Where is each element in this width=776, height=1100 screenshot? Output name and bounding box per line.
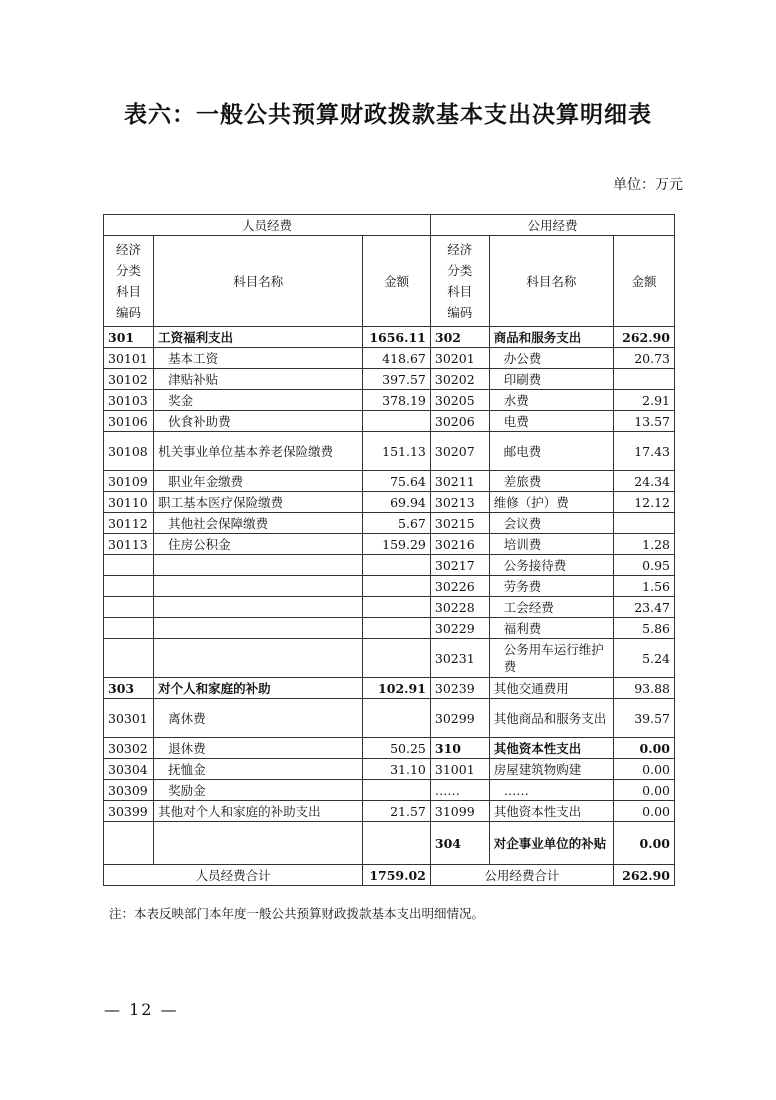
unit-label: 单位：万元	[613, 177, 683, 193]
row-right-name: 会议费	[489, 513, 613, 534]
table-row	[104, 411, 675, 432]
row-right-code: 30226	[430, 576, 489, 597]
row-right-name: 其他资本性支出	[489, 801, 613, 822]
row-right-amount: 0.00	[613, 738, 674, 759]
row-right-code: 30228	[430, 597, 489, 618]
row-right-code: ……	[430, 780, 489, 801]
row-left-name: 职业年金缴费	[154, 471, 363, 492]
row-right-amount: 23.47	[613, 597, 674, 618]
row-left-code: 30399	[104, 801, 154, 822]
row-left-amount: 31.10	[363, 759, 431, 780]
row-right-code: 30216	[430, 534, 489, 555]
row-left-code: 30103	[104, 390, 154, 411]
table-row	[104, 801, 675, 822]
row-left-code: 30302	[104, 738, 154, 759]
row-right-name: 福利费	[489, 618, 613, 639]
row-right-amount: 39.57	[613, 699, 674, 738]
total-personnel-label: 人员经费合计	[104, 865, 363, 886]
row-right-amount: 0.00	[613, 759, 674, 780]
row-left-name	[154, 597, 363, 618]
total-public-label: 公用经费合计	[430, 865, 613, 886]
row-left-amount: 75.64	[363, 471, 431, 492]
row-right-amount: 0.00	[613, 780, 674, 801]
row-right-amount: 2.91	[613, 390, 674, 411]
table-row	[104, 390, 675, 411]
expenditure-table	[103, 214, 675, 886]
col-header-code-right: 经济 分类 科目 编码	[430, 236, 489, 327]
row-right-name: 电费	[489, 411, 613, 432]
row-right-amount	[613, 369, 674, 390]
row-right-code: 304	[430, 822, 489, 865]
row-left-name	[154, 822, 363, 865]
row-right-code: 30215	[430, 513, 489, 534]
row-right-amount: 1.56	[613, 576, 674, 597]
row-left-code: 30109	[104, 471, 154, 492]
row-left-name: 奖励金	[154, 780, 363, 801]
row-right-name: 培训费	[489, 534, 613, 555]
row-left-name: 伙食补助费	[154, 411, 363, 432]
row-left-amount	[363, 780, 431, 801]
table-row	[104, 639, 675, 678]
col-header-amount-left: 金额	[363, 236, 431, 327]
page-number: — 12 —	[104, 1000, 179, 1019]
row-left-name	[154, 639, 363, 678]
row-right-amount: 1.28	[613, 534, 674, 555]
row-left-amount	[363, 555, 431, 576]
table-row	[104, 759, 675, 780]
row-right-amount: 5.86	[613, 618, 674, 639]
row-left-code: 30304	[104, 759, 154, 780]
row-right-code: 30239	[430, 678, 489, 699]
row-left-code	[104, 555, 154, 576]
row-left-code: 30309	[104, 780, 154, 801]
row-left-code	[104, 597, 154, 618]
row-left-name	[154, 555, 363, 576]
table-row	[104, 699, 675, 738]
row-left-code	[104, 576, 154, 597]
row-left-amount: 1656.11	[363, 327, 431, 348]
row-right-name: 办公费	[489, 348, 613, 369]
row-right-amount: 24.34	[613, 471, 674, 492]
row-left-code: 30113	[104, 534, 154, 555]
footnote: 注：本表反映部门本年度一般公共预算财政拨款基本支出明细情况。	[109, 906, 485, 921]
row-left-code: 301	[104, 327, 154, 348]
row-right-code: 31001	[430, 759, 489, 780]
row-right-name: 其他商品和服务支出	[489, 699, 613, 738]
row-right-code: 30213	[430, 492, 489, 513]
row-left-name: 机关事业单位基本养老保险缴费	[154, 432, 363, 471]
row-left-name: 对个人和家庭的补助	[154, 678, 363, 699]
row-right-amount: 13.57	[613, 411, 674, 432]
total-public-amount: 262.90	[613, 865, 674, 886]
row-right-code: 30201	[430, 348, 489, 369]
row-right-amount: 17.43	[613, 432, 674, 471]
row-right-code: 30202	[430, 369, 489, 390]
row-left-code: 30108	[104, 432, 154, 471]
row-left-amount	[363, 576, 431, 597]
row-right-name: 维修（护）费	[489, 492, 613, 513]
row-left-name: 退休费	[154, 738, 363, 759]
row-left-name: 抚恤金	[154, 759, 363, 780]
row-left-name: 住房公积金	[154, 534, 363, 555]
row-left-amount	[363, 411, 431, 432]
row-right-amount: 0.00	[613, 822, 674, 865]
row-right-code: 30205	[430, 390, 489, 411]
row-right-code: 30211	[430, 471, 489, 492]
row-left-name: 离休费	[154, 699, 363, 738]
row-left-amount: 102.91	[363, 678, 431, 699]
row-right-amount: 5.24	[613, 639, 674, 678]
row-right-name: 劳务费	[489, 576, 613, 597]
page-title: 表六：一般公共预算财政拨款基本支出决算明细表	[124, 101, 652, 128]
col-header-code-left: 经济 分类 科目 编码	[104, 236, 154, 327]
table-row	[104, 327, 675, 348]
row-right-code: 31099	[430, 801, 489, 822]
row-right-name: ……	[489, 780, 613, 801]
row-left-name: 职工基本医疗保险缴费	[154, 492, 363, 513]
table-row	[104, 534, 675, 555]
row-left-amount	[363, 699, 431, 738]
row-right-code: 30217	[430, 555, 489, 576]
row-right-amount: 12.12	[613, 492, 674, 513]
table-row	[104, 369, 675, 390]
row-left-name: 奖金	[154, 390, 363, 411]
row-right-name: 公务接待费	[489, 555, 613, 576]
row-left-name	[154, 618, 363, 639]
row-right-code: 302	[430, 327, 489, 348]
row-left-amount: 5.67	[363, 513, 431, 534]
section-header-public: 公用经费	[430, 215, 674, 236]
col-header-name-right: 科目名称	[489, 236, 613, 327]
row-right-amount: 93.88	[613, 678, 674, 699]
row-left-code	[104, 822, 154, 865]
table-row	[104, 471, 675, 492]
row-right-name: 商品和服务支出	[489, 327, 613, 348]
row-left-amount	[363, 597, 431, 618]
col-header-name-left: 科目名称	[154, 236, 363, 327]
row-right-name: 差旅费	[489, 471, 613, 492]
row-left-code: 30106	[104, 411, 154, 432]
row-left-amount: 418.67	[363, 348, 431, 369]
row-left-name: 津贴补贴	[154, 369, 363, 390]
row-right-amount: 0.95	[613, 555, 674, 576]
row-right-name: 水费	[489, 390, 613, 411]
row-right-name: 房屋建筑物购建	[489, 759, 613, 780]
row-left-code: 30101	[104, 348, 154, 369]
row-left-amount	[363, 822, 431, 865]
row-left-amount	[363, 639, 431, 678]
row-left-code: 30102	[104, 369, 154, 390]
table-row	[104, 618, 675, 639]
row-right-amount: 0.00	[613, 801, 674, 822]
row-right-code: 30229	[430, 618, 489, 639]
table-row	[104, 822, 675, 865]
table-row	[104, 513, 675, 534]
table-row	[104, 678, 675, 699]
table-row	[104, 738, 675, 759]
table-row	[104, 492, 675, 513]
row-right-name: 印刷费	[489, 369, 613, 390]
total-personnel-amount: 1759.02	[363, 865, 431, 886]
totals-row	[104, 865, 675, 886]
row-right-code: 30231	[430, 639, 489, 678]
row-right-code: 30299	[430, 699, 489, 738]
row-left-code	[104, 639, 154, 678]
row-right-code: 30207	[430, 432, 489, 471]
table-row	[104, 597, 675, 618]
row-left-amount: 69.94	[363, 492, 431, 513]
row-right-name: 其他交通费用	[489, 678, 613, 699]
row-left-name	[154, 576, 363, 597]
row-right-code: 30206	[430, 411, 489, 432]
row-left-name: 基本工资	[154, 348, 363, 369]
table-row	[104, 555, 675, 576]
row-left-amount: 378.19	[363, 390, 431, 411]
row-right-amount: 262.90	[613, 327, 674, 348]
row-left-amount	[363, 618, 431, 639]
row-right-name: 公务用车运行维护费	[489, 639, 613, 678]
row-left-code: 30301	[104, 699, 154, 738]
table-row	[104, 576, 675, 597]
row-right-code: 310	[430, 738, 489, 759]
row-right-name: 邮电费	[489, 432, 613, 471]
row-left-amount: 50.25	[363, 738, 431, 759]
row-left-amount: 397.57	[363, 369, 431, 390]
row-left-code: 303	[104, 678, 154, 699]
row-left-amount: 159.29	[363, 534, 431, 555]
row-right-name: 工会经费	[489, 597, 613, 618]
table-row	[104, 348, 675, 369]
row-left-name: 工资福利支出	[154, 327, 363, 348]
section-header-personnel: 人员经费	[104, 215, 431, 236]
row-right-name: 对企事业单位的补贴	[489, 822, 613, 865]
row-left-amount: 21.57	[363, 801, 431, 822]
row-right-amount: 20.73	[613, 348, 674, 369]
col-header-amount-right: 金额	[613, 236, 674, 327]
row-right-amount	[613, 513, 674, 534]
row-left-code: 30110	[104, 492, 154, 513]
row-right-name: 其他资本性支出	[489, 738, 613, 759]
row-left-amount: 151.13	[363, 432, 431, 471]
table-row	[104, 780, 675, 801]
row-left-name: 其他对个人和家庭的补助支出	[154, 801, 363, 822]
row-left-name: 其他社会保障缴费	[154, 513, 363, 534]
table-row	[104, 432, 675, 471]
row-left-code	[104, 618, 154, 639]
row-left-code: 30112	[104, 513, 154, 534]
